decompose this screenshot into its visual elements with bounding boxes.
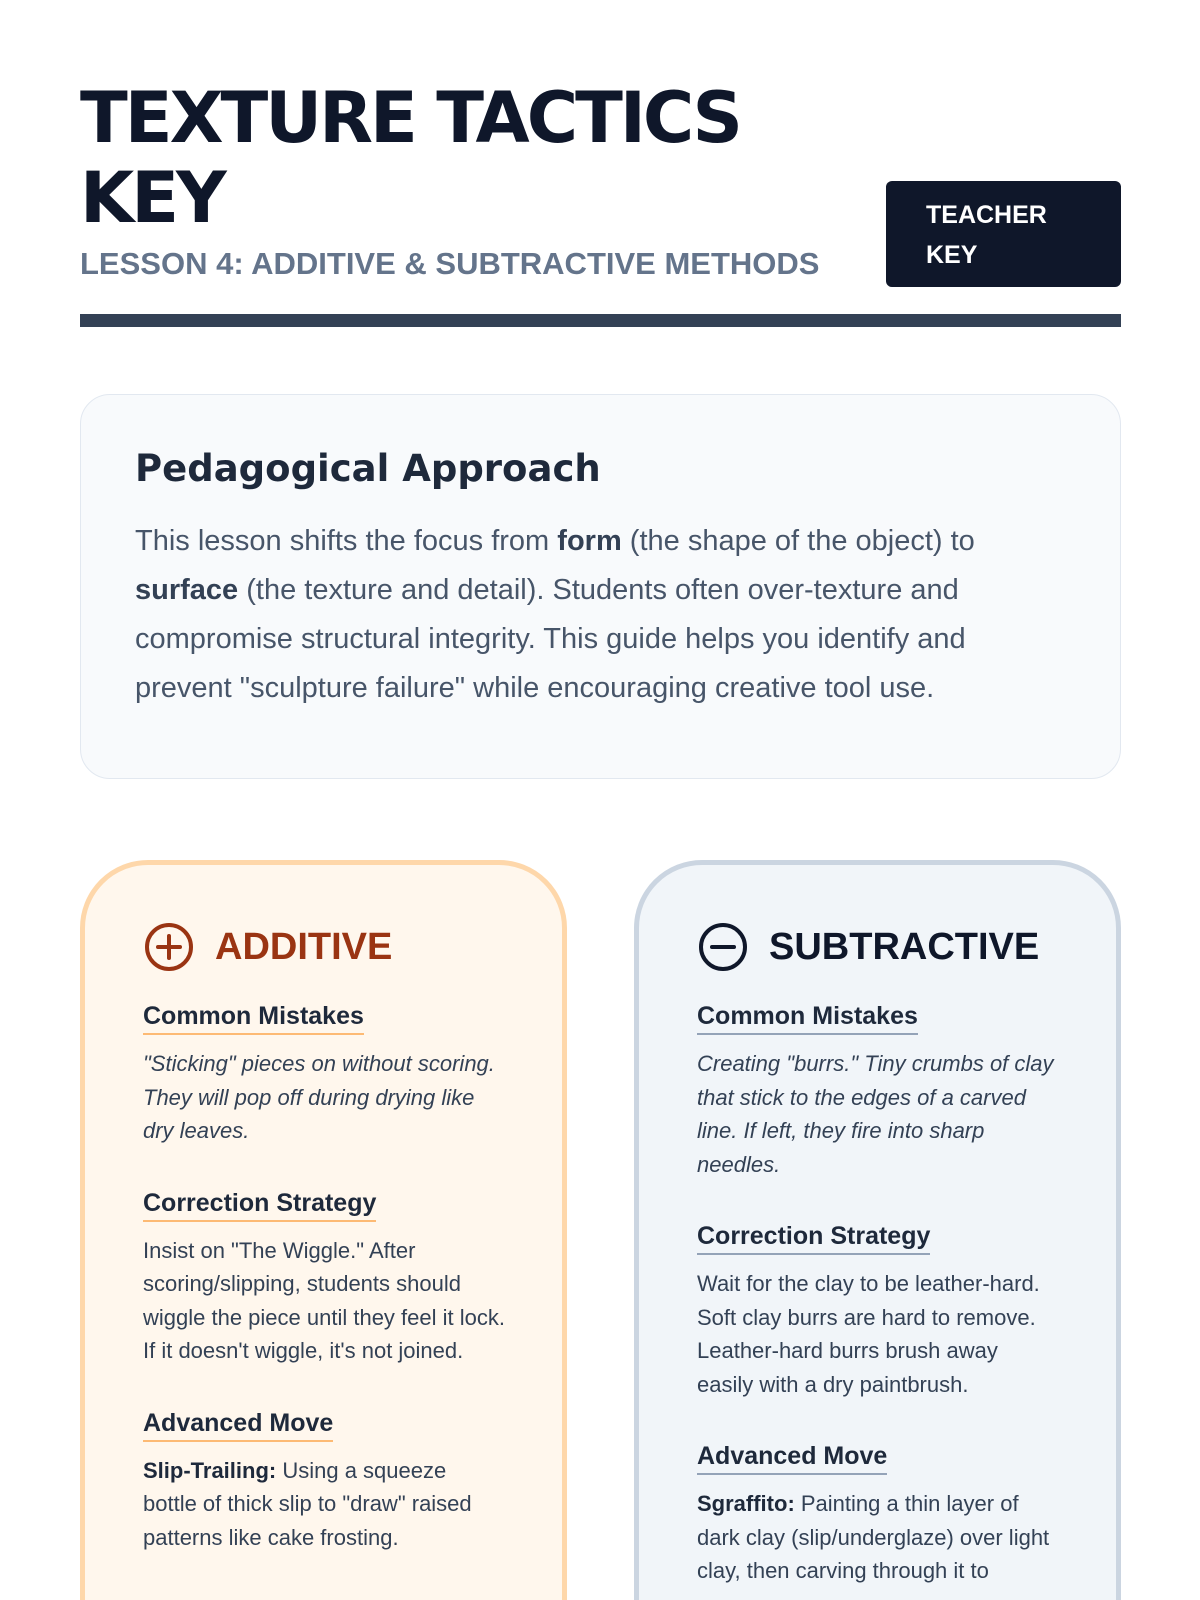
additive-advanced-term: Slip-Trailing: xyxy=(143,1457,277,1483)
subtractive-card xyxy=(634,860,1121,1600)
subtractive-mistakes-label: Common Mistakes xyxy=(697,1001,918,1035)
additive-header xyxy=(143,921,506,973)
lesson-subtitle: LESSON 4: ADDITIVE & SUBTRACTIVE METHODS xyxy=(80,246,820,281)
additive-title: ADDITIVE xyxy=(215,926,393,968)
subtractive-advanced-term: Sgraffito: xyxy=(697,1491,795,1516)
plus-circle-icon xyxy=(143,921,195,973)
subtractive-title: SUBTRACTIVE xyxy=(769,926,1040,968)
additive-correction-text: Insist on "The Wiggle." After scoring/slipping, students should wiggle the piece until they feel it lock. If it doesn't wiggle, it's not joined. xyxy=(143,1237,505,1363)
additive-correction-label: Correction Strategy xyxy=(143,1188,376,1222)
teacher-key-badge: TEACHER KEY xyxy=(886,181,1121,287)
subtractive-mistakes-text: Creating "burrs." Tiny crumbs of clay that stick to the edges of a carved line. If left, they fire into sharp needles. xyxy=(697,1051,1054,1177)
subtractive-correction-label: Correction Strategy xyxy=(697,1221,930,1255)
subtractive-advanced-desc: Painting a thin layer of dark clay (slip/underglaze) over light clay, then carving through it to xyxy=(697,1491,1050,1583)
approach-text-part: This lesson shifts the focus from xyxy=(135,525,558,557)
subtractive-advanced-text xyxy=(697,1487,1060,1588)
additive-advanced-text xyxy=(143,1454,506,1555)
subtractive-correction-text: Wait for the clay to be leather-hard. Soft clay burrs are hard to remove. Leather-hard burrs brush away easily with a dry paintbrush. xyxy=(697,1271,1040,1397)
additive-advanced-desc: Using a squeeze bottle of thick slip to "draw" raised patterns like cake frosting. xyxy=(143,1457,472,1550)
approach-bold-form: form xyxy=(557,525,622,557)
approach-text-part: (the shape of the object) to xyxy=(621,525,975,557)
additive-mistakes-text: "Sticking" pieces on without scoring. They will pop off during drying like dry leaves. xyxy=(143,1051,495,1143)
page-title: TEXTURE TACTICS KEY xyxy=(80,77,740,239)
approach-text-part: (the texture and detail). Students often over-texture and compromise structural integrity. This guide helps you identify and prevent "sculpture failure" while encouraging creative tool use. xyxy=(135,574,966,704)
subtractive-advanced-label: Advanced Move xyxy=(697,1441,887,1475)
additive-card xyxy=(80,860,567,1600)
subtractive-header xyxy=(697,921,1060,973)
approach-bold-surface: surface xyxy=(135,574,239,606)
header-divider xyxy=(80,314,1121,327)
approach-text xyxy=(135,517,1066,713)
additive-mistakes-label: Common Mistakes xyxy=(143,1001,364,1035)
additive-advanced-label: Advanced Move xyxy=(143,1408,333,1442)
pedagogical-approach-panel xyxy=(80,394,1121,779)
approach-heading: Pedagogical Approach xyxy=(135,447,601,490)
minus-circle-icon xyxy=(697,921,749,973)
